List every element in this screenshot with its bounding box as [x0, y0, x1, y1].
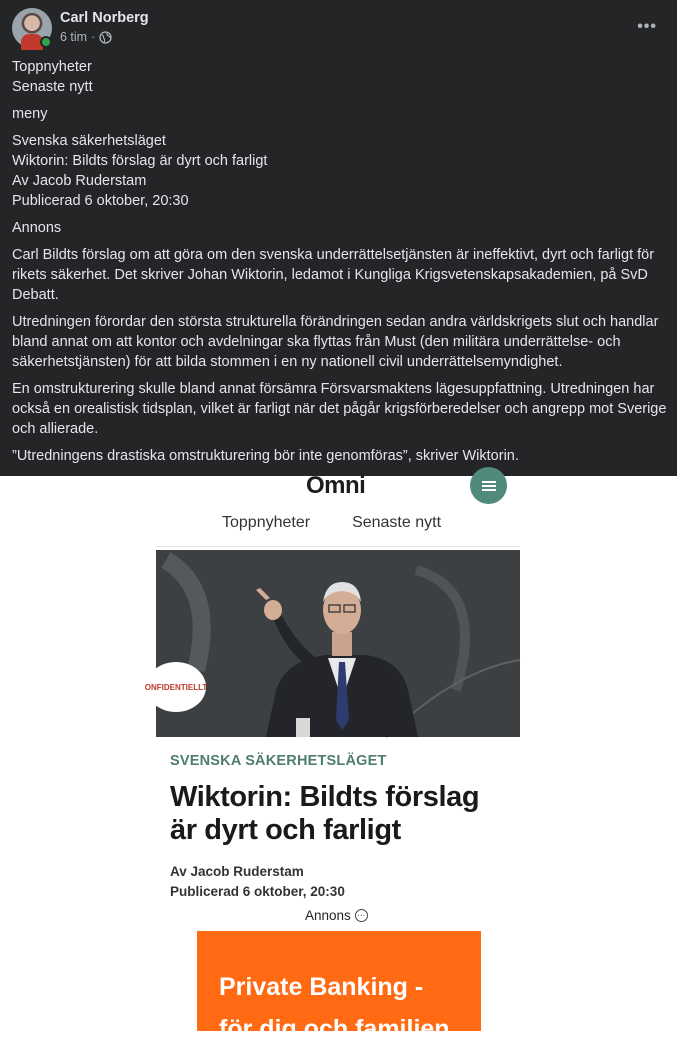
post-time[interactable]: 6 tim: [60, 30, 88, 44]
ad-label-text: Annons: [305, 908, 351, 923]
tab-senaste-nytt: Senaste nytt: [352, 514, 442, 531]
ad-banner: [197, 931, 481, 1043]
article-line: Publicerad 6 oktober, 20:30: [12, 193, 189, 209]
author-name[interactable]: Carl Norberg: [60, 10, 149, 26]
post-paragraph: ”Utredningens drastiska omstrukturering bör inte genomföras”, skriver Wiktorin.: [12, 448, 519, 464]
menu-text: meny: [12, 106, 48, 122]
badge-text: ONFIDENTIELLT: [144, 682, 208, 692]
post-paragraph: En omstrukturering skulle bland annat försämra Försvarsmaktens lägesuppfattning. Utredningen har också en orealistisk tidsplan, vilket är farligt när det pågår krigsförberedelser och angrepp mot Sverige och allierade.: [12, 381, 667, 437]
ellipsis-icon[interactable]: •••: [637, 18, 657, 35]
online-status-dot: [40, 36, 52, 48]
nav-lines: [12, 57, 667, 97]
meta-separator: ·: [91, 30, 96, 44]
facebook-post: [0, 0, 677, 476]
post-meta: [60, 30, 112, 44]
post-header: [12, 8, 665, 48]
tab-toppnyheter: Toppnyheter: [222, 514, 311, 531]
article-headline: Wiktorin: Bildts förslag är dyrt och farligt: [170, 781, 480, 846]
ad-label: [305, 908, 368, 923]
globe-icon[interactable]: [99, 31, 112, 44]
article-line: Svenska säkerhetsläget: [12, 133, 166, 149]
confidential-badge: [146, 662, 206, 712]
ad-info-icon: ⋯: [355, 909, 368, 922]
nav-line: Toppnyheter: [12, 59, 92, 75]
post-paragraph: Utredningen förordar den största strukturella förändringen sedan andra världskrigets slut och handlar bland annat om att kontor och avdelningar ska flyttas från Must (den militära underrättelse- och säkerhetstjänsten) för att bilda stommen i en ny nationell civil underrättelsemyndighet.: [12, 314, 659, 370]
byline-published: Publicerad 6 oktober, 20:30: [170, 884, 345, 899]
article-kicker: SVENSKA SÄKERHETSLÄGET: [170, 753, 387, 769]
omni-logo: Omni: [306, 472, 366, 499]
omni-nav-tabs: [222, 514, 441, 532]
article-screenshot[interactable]: [0, 472, 677, 1043]
ad-text-2: för dig och familjen: [219, 1015, 450, 1043]
byline-author: Av Jacob Ruderstam: [170, 864, 304, 879]
post-paragraph: Carl Bildts förslag om att göra om den svenska underrättelsetjänsten är ineffektivt, dyrt och farligt för rikets säkerhet. Det skriver Johan Wiktorin, ledamot i Kungliga Krigsvetenskapsakademien, på SvD Debatt.: [12, 247, 655, 303]
article-line: Wiktorin: Bildts förslag är dyrt och farligt: [12, 153, 268, 169]
article-info: [12, 131, 667, 211]
ad-text: Private Banking -: [219, 973, 424, 1001]
article-byline: [170, 862, 345, 902]
divider: [156, 546, 520, 547]
hamburger-menu-icon: [470, 467, 507, 504]
post-text: [12, 57, 667, 473]
hero-image: [144, 550, 520, 737]
article-line: Av Jacob Ruderstam: [12, 173, 147, 189]
annons-text: Annons: [12, 220, 62, 236]
nav-line: Senaste nytt: [12, 79, 93, 95]
